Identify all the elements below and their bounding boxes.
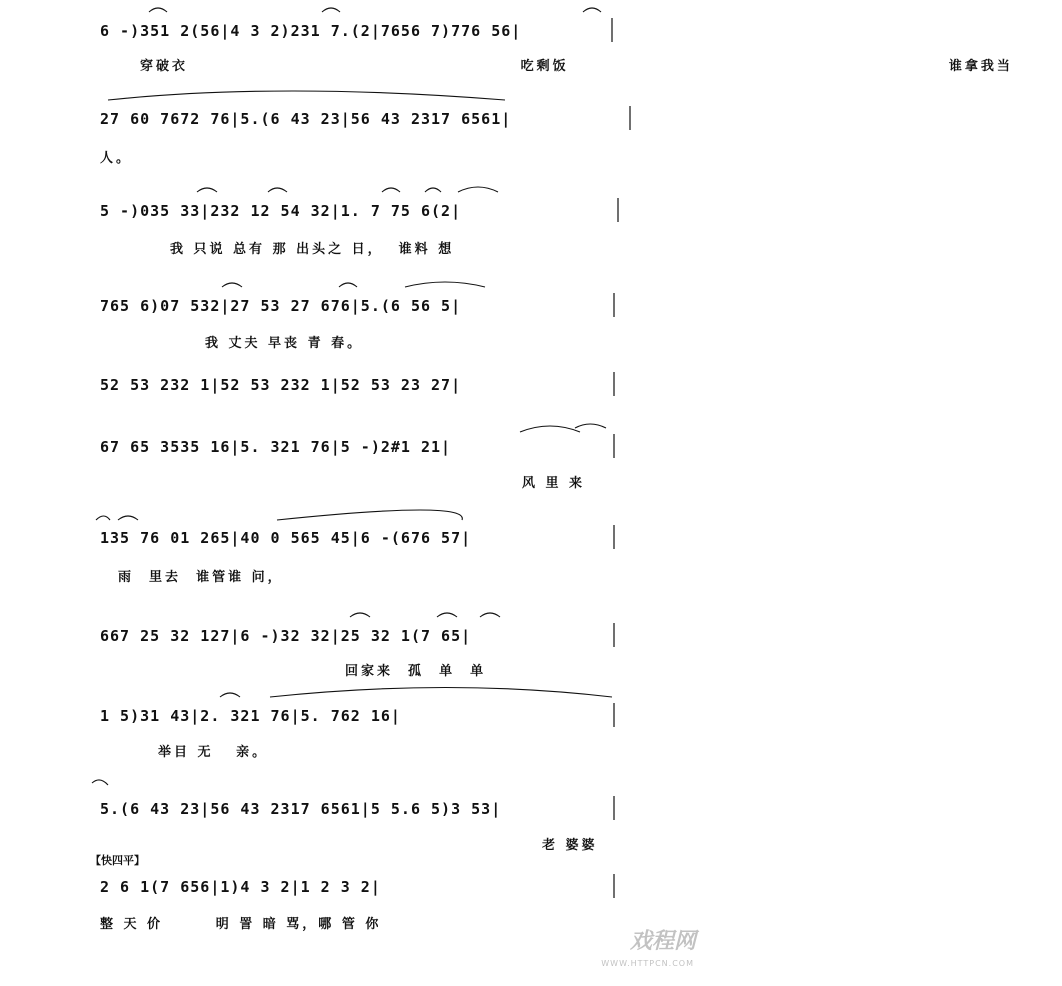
notation-row: 667 25 32 127|6 -)32 32|25 32 1(7 65| (100, 627, 472, 645)
notation-row: 765 6)07 532|27 53 27 676|5.(6 56 5| (100, 297, 462, 315)
lyrics-row: 整 天 价 明 詈 暗 骂，哪 管 你 (100, 917, 382, 932)
lyrics-row: 回家来 孤 单 单 (345, 664, 487, 679)
notation-row: 1 5)31 43|2. 321 76|5. 762 16| (100, 707, 401, 725)
notation-row: 2 6 1(7 656|1)4 3 2|1 2 3 2| (100, 878, 381, 896)
lyrics-row: 我 只说 总有 那 出头之 日， 谁料 想 (170, 242, 455, 257)
watermark (566, 924, 696, 968)
lyrics-row: 我 丈夫 早丧 青 春。 (205, 336, 364, 351)
lyrics-row: 穿破衣 吃剩饭 谁拿我当 (140, 59, 1013, 74)
section-label: 【快四平】 (90, 854, 145, 867)
watermark-url: WWW.HTTPCN.COM (601, 959, 694, 968)
notation-row: 27 60 7672 76|5.(6 43 23|56 43 2317 6561| (100, 110, 512, 128)
lyrics-row: 人。 (100, 151, 133, 166)
notation-row: 67 65 3535 16|5. 321 76|5 -)2#1 21| (100, 438, 452, 456)
watermark-brand: 戏程网 (629, 928, 696, 954)
notation-row: 135 76 01 265|40 0 565 45|6 -(676 57| (100, 529, 472, 547)
notation-row: 5.(6 43 23|56 43 2317 6561|5 5.6 5)3 53| (100, 800, 502, 818)
lyrics-row: 举目 无 亲。 (158, 745, 269, 760)
lyrics-row: 雨 里去 谁管谁 问， (118, 570, 284, 585)
lyrics-row: 风 里 来 (522, 476, 586, 491)
lyrics-row: 老 婆婆 (542, 838, 598, 853)
notation-row: 52 53 232 1|52 53 232 1|52 53 23 27| (100, 376, 462, 394)
notation-row: 5 -)035 33|232 12 54 32|1. 7 75 6(2| (100, 202, 462, 220)
notation-row: 6 -)351 2(56|4 3 2)231 7.(2|7656 7)776 56| (100, 22, 522, 40)
